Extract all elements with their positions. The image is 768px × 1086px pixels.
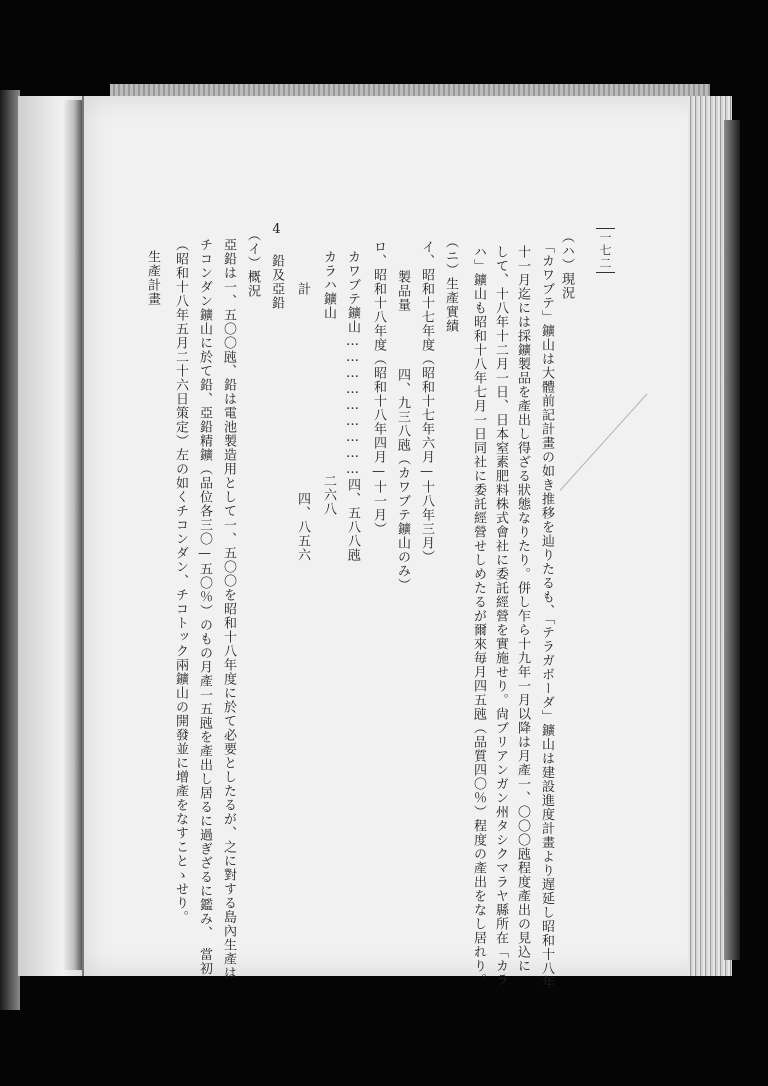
total-line: 計 四、八五六: [295, 282, 310, 562]
kawabute-mine-line: カワブテ鑛山………………………四、五八八瓲: [345, 250, 360, 562]
heading-production-plan: 生產計畫: [145, 250, 160, 306]
fiscal-1943-line: ロ、昭和十八年度（昭和十八年四月—十一月）: [371, 240, 386, 536]
product-quantity-line: 製品量 四、九三八瓲（カワブテ鑛山のみ）: [395, 270, 410, 592]
heading-lead-zinc: 4 鉛及亞鉛: [269, 222, 284, 310]
heading-production-results: （ニ）生產實績: [443, 235, 458, 333]
karaha-mine-line: カラハ鑛山 二六八: [321, 250, 336, 516]
page-number: 一七二: [596, 228, 615, 273]
body-column-7: （昭和十八年五月二十六日策定）左の如くチコンダン、チコトック兩鑛山の開發並に增產をなすことゝせり。: [173, 238, 188, 924]
fiscal-1942-line: イ、昭和十七年度（昭和十七年六月—十八年三月）: [419, 240, 434, 564]
page-fore-shadow: [724, 120, 740, 960]
body-column-2: 十一月迄には採鑛製品を產出し得ざる狀態なりたり。併し乍ら十九年一月以降は月產一、〇〇〇瓲程度產出の見込に: [515, 245, 530, 973]
heading-overview: （イ）概況: [245, 228, 260, 298]
body-column-3: して、十八年十二月一日、日本窒素肥料株式會社に委託經營を實施せり。尙ブリアンガン州タシクマラヤ縣所在「カラ: [493, 245, 508, 987]
body-column-5: 亞鉛は一、五〇〇瓲、鉛は電池製造用として一、五〇〇を昭和十八年度に於て必要としたるが、之に對する島內生產は: [221, 238, 236, 980]
heading-current-status: （ハ）現況: [559, 230, 574, 300]
body-column-6: チコンダン鑛山に於て鉛、亞鉛精鑛（品位各三〇—五〇％）のもの月產一五瓲を產出し居るに過ぎざるに鑑み、 當初: [197, 238, 212, 976]
book-spine: [62, 100, 82, 970]
body-column-4: ハ」鑛山も昭和十八年七月一日同社に委託經營せしめたるが爾來毎月四五瓲（品質四〇％）程度の產出をなし居れり。: [471, 245, 486, 987]
body-column-1: 「カワブテ」鑛山は大體前記計畫の如き推移を辿りたるも、「テラガボーダ」鑛山は建設進度計畫より遅延し昭和十八年: [539, 240, 554, 990]
facing-page-edge: [0, 90, 20, 1010]
